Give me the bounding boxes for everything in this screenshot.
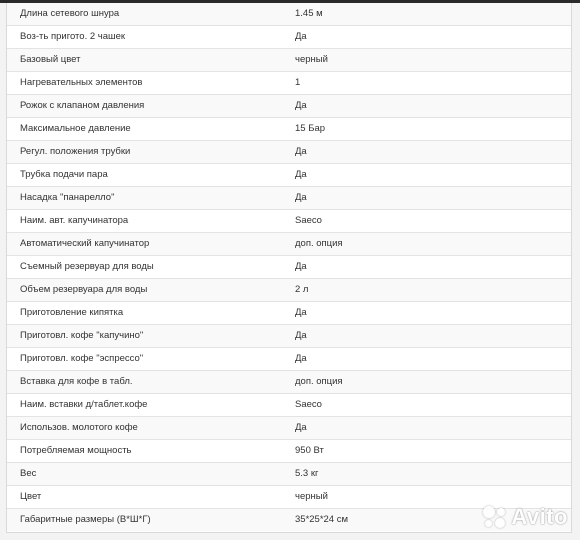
table-row xyxy=(7,463,571,486)
spec-value: 950 Вт xyxy=(283,440,571,463)
spec-label: Рожок с клапаном давления xyxy=(7,95,283,118)
spec-value: 2 л xyxy=(283,279,571,302)
table-row xyxy=(7,440,571,463)
spec-value: Да xyxy=(283,302,571,325)
spec-value: Да xyxy=(283,187,571,210)
spec-label: Цвет xyxy=(7,486,283,509)
spec-label: Вес xyxy=(7,463,283,486)
spec-value: Да xyxy=(283,164,571,187)
spec-value: Да xyxy=(283,325,571,348)
spec-value: Saeco xyxy=(283,210,571,233)
spec-label: Длина сетевого шнура xyxy=(7,3,283,26)
table-row xyxy=(7,210,571,233)
specs-table-body xyxy=(7,3,571,531)
spec-label: Автоматический капучинатор xyxy=(7,233,283,256)
avito-watermark-text: Avito xyxy=(511,504,568,529)
spec-label: Приготовл. кофе "эспрессо" xyxy=(7,348,283,371)
table-row xyxy=(7,49,571,72)
spec-label: Базовый цвет xyxy=(7,49,283,72)
spec-value: Да xyxy=(283,417,571,440)
spec-label: Насадка "панарелло" xyxy=(7,187,283,210)
specs-panel xyxy=(6,3,572,533)
spec-value: 15 Бар xyxy=(283,118,571,141)
table-row xyxy=(7,233,571,256)
table-row xyxy=(7,371,571,394)
spec-value: Да xyxy=(283,256,571,279)
spec-value: черный xyxy=(283,49,571,72)
table-row xyxy=(7,3,571,26)
spec-value: 5.3 кг xyxy=(283,463,571,486)
specs-table xyxy=(7,3,571,531)
spec-label: Наим. авт. капучинатора xyxy=(7,210,283,233)
spec-value: 35*25*24 см xyxy=(283,509,571,532)
table-row xyxy=(7,302,571,325)
spec-label: Габаритные размеры (В*Ш*Г) xyxy=(7,509,283,532)
spec-label: Съемный резервуар для воды xyxy=(7,256,283,279)
spec-value: доп. опция xyxy=(283,233,571,256)
spec-label: Трубка подачи пара xyxy=(7,164,283,187)
avito-watermark xyxy=(482,504,568,530)
spec-value: доп. опция xyxy=(283,371,571,394)
spec-value: Да xyxy=(283,348,571,371)
spec-label: Наим. вставки д/таблет.кофе xyxy=(7,394,283,417)
spec-label: Нагревательных элементов xyxy=(7,72,283,95)
table-row xyxy=(7,72,571,95)
table-row xyxy=(7,141,571,164)
spec-value: Да xyxy=(283,95,571,118)
table-row xyxy=(7,187,571,210)
spec-label: Вставка для кофе в табл. xyxy=(7,371,283,394)
table-row xyxy=(7,417,571,440)
spec-label: Объем резервуара для воды xyxy=(7,279,283,302)
spec-label: Использов. молотого кофе xyxy=(7,417,283,440)
table-row xyxy=(7,279,571,302)
spec-label: Воз-ть пригото. 2 чашек xyxy=(7,26,283,49)
spec-label: Приготовл. кофе "капучино" xyxy=(7,325,283,348)
table-row xyxy=(7,325,571,348)
spec-label: Регул. положения трубки xyxy=(7,141,283,164)
spec-label: Приготовление кипятка xyxy=(7,302,283,325)
avito-dots-icon xyxy=(482,504,508,530)
spec-value: 1 xyxy=(283,72,571,95)
table-row xyxy=(7,118,571,141)
spec-label: Потребляемая мощность xyxy=(7,440,283,463)
table-row xyxy=(7,348,571,371)
table-row xyxy=(7,26,571,49)
spec-value: Да xyxy=(283,141,571,164)
table-row xyxy=(7,164,571,187)
spec-value: Saeco xyxy=(283,394,571,417)
spec-label: Максимальное давление xyxy=(7,118,283,141)
table-row xyxy=(7,95,571,118)
spec-value: Да xyxy=(283,26,571,49)
table-row xyxy=(7,256,571,279)
table-row xyxy=(7,394,571,417)
spec-value: 1.45 м xyxy=(283,3,571,26)
spec-value: черный xyxy=(283,486,571,509)
